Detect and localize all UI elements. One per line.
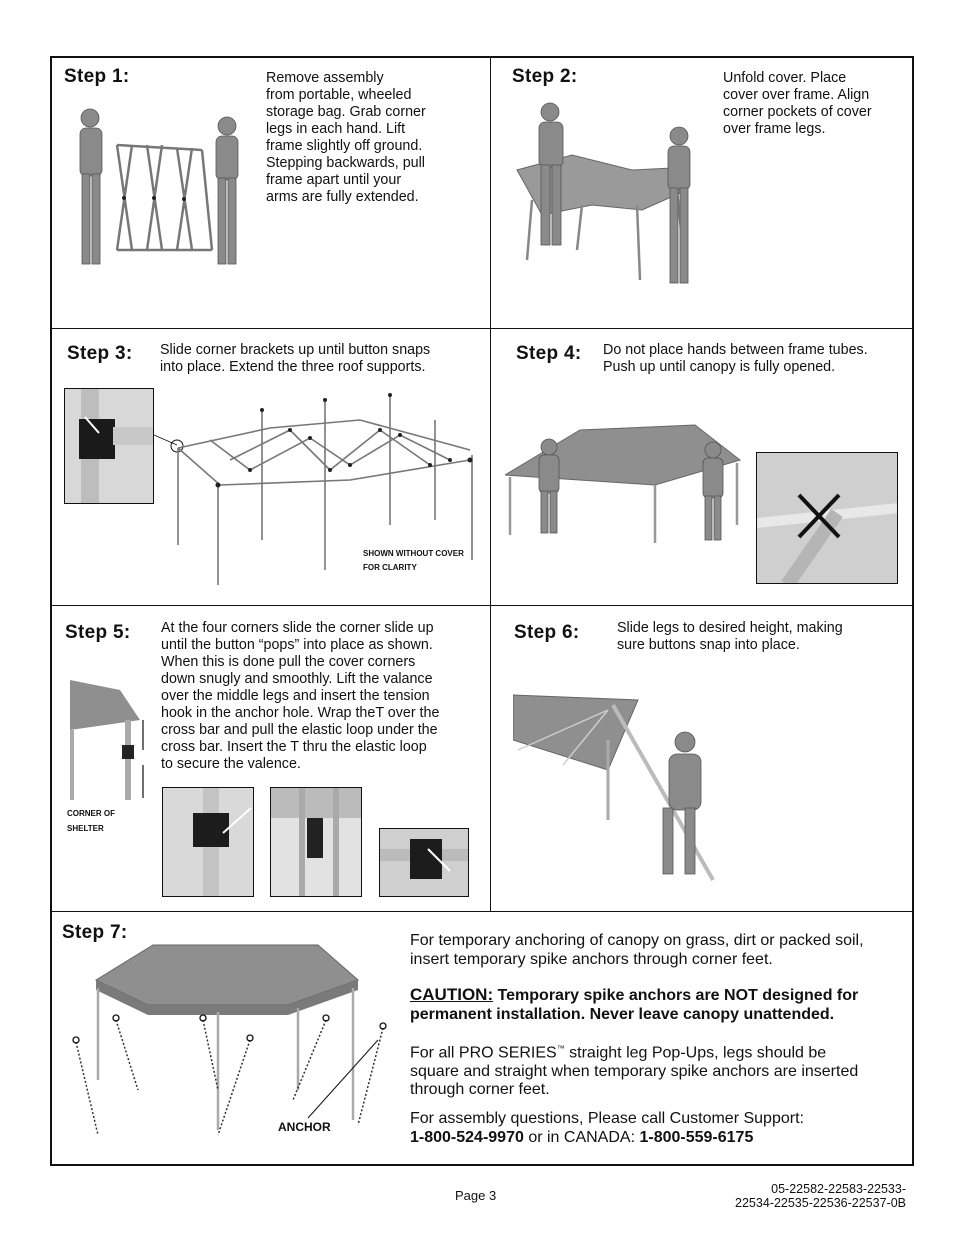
step-5-corner-illustration bbox=[70, 680, 152, 800]
step-6-text: Slide legs to desired height, making sure buttons snap into place. bbox=[617, 620, 843, 653]
caution-text: Temporary spike anchors are NOT designed for permanent installation. Never leave canopy unattended. bbox=[410, 987, 859, 1023]
step-4-warning-photo bbox=[756, 452, 898, 584]
step-3-note-line-2: FOR CLARITY bbox=[363, 563, 417, 572]
row-divider-2 bbox=[50, 605, 914, 606]
step-6-title: Step 6: bbox=[514, 622, 580, 643]
or-canada: or in CANADA: bbox=[523, 1128, 640, 1146]
trademark-symbol: ™ bbox=[556, 1044, 565, 1053]
step-7-paragraph-3 bbox=[410, 1040, 875, 1100]
step-7-caution bbox=[410, 986, 900, 1024]
step-3-bracket-photo bbox=[64, 388, 154, 504]
step-5-corner-label-1: CORNER OF bbox=[67, 809, 115, 818]
phone-canada: 1-800-559-6175 bbox=[639, 1128, 754, 1146]
step-4-title: Step 4: bbox=[516, 343, 582, 364]
anchor-label: ANCHOR bbox=[278, 1120, 331, 1134]
pro-series-rest: straight leg Pop-Ups, legs should be square and straight when temporary spike anchors are inserted through corner feet. bbox=[410, 1044, 859, 1099]
step-5-corner-label-2: SHELTER bbox=[67, 824, 104, 833]
page-number: Page 3 bbox=[455, 1188, 497, 1203]
step-1-text: Remove assembly from portable, wheeled storage bag. Grab corner legs in each hand. Lift frame slightly off ground. Stepping backwards, pull frame apart until your arms are fully extended. bbox=[266, 70, 426, 205]
step-4-text: Do not place hands between frame tubes. Push up until canopy is fully opened. bbox=[603, 342, 868, 375]
support-intro: For assembly questions, Please call Customer Support: bbox=[410, 1110, 804, 1127]
caution-word: CAUTION: bbox=[410, 985, 494, 1004]
phone-us: 1-800-524-9970 bbox=[410, 1128, 524, 1146]
document-code-line-2: 22534-22535-22536-22537-0B bbox=[735, 1196, 906, 1210]
column-divider bbox=[490, 56, 491, 912]
row-divider-3 bbox=[50, 911, 914, 912]
step-3-text: Slide corner brackets up until button snaps into place. Extend the three roof supports. bbox=[160, 342, 431, 375]
row-divider-1 bbox=[50, 328, 914, 329]
step-7-title: Step 7: bbox=[62, 922, 128, 943]
step-1-title: Step 1: bbox=[64, 66, 130, 87]
step-2-illustration bbox=[512, 100, 712, 290]
step-6-illustration bbox=[513, 690, 743, 890]
step-5-photo-slide bbox=[162, 787, 254, 897]
step-5-photo-hook bbox=[379, 828, 469, 897]
step-5-text: At the four corners slide the corner slide up until the button “pops” into place as shown. When this is done pull the cover corners down snugly and smoothly. Lift the valance over the middle legs and insert the tension hook in the anchor hole. Wrap theT over the cross bar and pull the elastic loop under the cross bar. Insert the T thru the elastic loop to secure the valence. bbox=[161, 620, 440, 772]
step-7-paragraph-1: For temporary anchoring of canopy on grass, dirt or packed soil, insert temporary spike anchors through corner feet. bbox=[410, 932, 864, 968]
step-7-anchor-illustration bbox=[68, 940, 398, 1140]
step-3-note-line-1: SHOWN WITHOUT COVER bbox=[363, 549, 464, 558]
step-2-title: Step 2: bbox=[512, 66, 578, 87]
document-code-line-1: 05-22582-22583-22533- bbox=[771, 1182, 906, 1196]
step-3-title: Step 3: bbox=[67, 343, 133, 364]
step-7-support bbox=[410, 1110, 880, 1147]
pro-series-text: For all PRO SERIES bbox=[410, 1044, 557, 1062]
step-1-illustration bbox=[62, 100, 252, 270]
step-5-photo-valance bbox=[270, 787, 362, 897]
step-2-text: Unfold cover. Place cover over frame. Align corner pockets of cover over frame legs. bbox=[723, 70, 872, 137]
step-4-canopy-illustration bbox=[505, 405, 745, 545]
step-5-title: Step 5: bbox=[65, 622, 131, 643]
document-code bbox=[735, 1182, 906, 1210]
